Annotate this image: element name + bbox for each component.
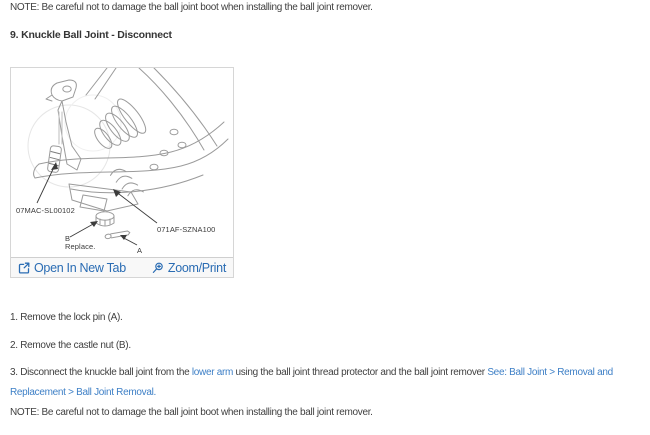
- diagram-hub-outline: [65, 95, 121, 151]
- step-2: 2. Remove the castle nut (B).: [10, 340, 131, 351]
- label-callout-b: B: [65, 234, 71, 243]
- zoom-print-link[interactable]: [152, 261, 226, 275]
- step-3-text-middle: using the ball joint thread protector and the ball joint remover: [233, 367, 488, 378]
- label-callout-b-note: Replace.: [65, 242, 96, 251]
- zoom-print-icon: [152, 262, 164, 274]
- label-tool-left: 07MAC-SL00102: [16, 206, 75, 215]
- open-in-new-tab-label: Open In New Tab: [34, 260, 126, 275]
- zoom-print-label: Zoom/Print: [167, 260, 226, 275]
- diagram-rotor-outline: [28, 105, 110, 187]
- section-heading: 9. Knuckle Ball Joint - Disconnect: [10, 29, 172, 41]
- technical-diagram: [11, 68, 233, 257]
- lower-arm-link[interactable]: lower arm: [191, 367, 234, 378]
- open-in-new-tab-icon: [18, 262, 30, 274]
- step-3-text-prefix: 3. Disconnect the knuckle ball joint from the: [10, 367, 192, 378]
- label-callout-a: A: [137, 246, 143, 255]
- figure-toolbar: [11, 257, 233, 277]
- step-3: [10, 363, 647, 403]
- label-tool-right: 071AF-SZNA100: [157, 225, 216, 234]
- diagram-leader-lines: [37, 165, 157, 245]
- open-in-new-tab-link[interactable]: [18, 261, 126, 275]
- figure-panel: [10, 67, 234, 278]
- step-1: 1. Remove the lock pin (A).: [10, 312, 123, 323]
- note-bottom: NOTE: Be careful not to damage the ball joint boot when installing the ball joint remover.: [10, 407, 373, 418]
- see-ball-joint-removal-link[interactable]: See: Ball Joint > Removal and Replacement > Ball Joint Removal.: [10, 367, 613, 398]
- note-top: NOTE: Be careful not to damage the ball joint boot when installing the ball joint remover.: [10, 2, 373, 13]
